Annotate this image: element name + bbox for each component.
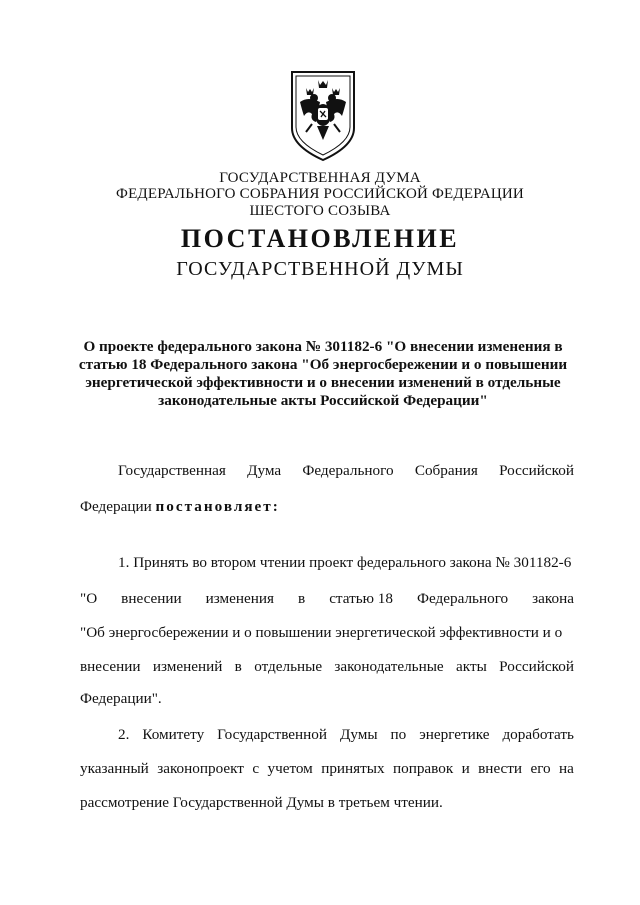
word: 2. — [118, 726, 130, 743]
word: Комитету — [142, 726, 205, 743]
header-line-assembly: ФЕДЕРАЛЬНОГО СОБРАНИЯ РОССИЙСКОЙ ФЕДЕРАЦИИ — [116, 186, 524, 202]
item1-line: 1. Принять во втором чтении проект федерального закона № 301182-6 — [118, 554, 572, 571]
resolves-word: постановляет: — [155, 498, 280, 515]
header-line-convocation: ШЕСТОГО СОЗЫВА — [249, 203, 391, 219]
subject-line: О проекте федерального закона № 301182-6 "О внесении изменения в — [83, 338, 563, 355]
word: на — [559, 760, 574, 777]
coat-of-arms-icon — [290, 70, 356, 162]
word: внесении — [80, 658, 141, 675]
item1-line — [80, 658, 574, 676]
word: доработать — [502, 726, 574, 743]
word: по — [390, 726, 407, 743]
header-line-duma: ГОСУДАРСТВЕННАЯ ДУМА — [219, 170, 421, 186]
resolution-subject — [70, 338, 576, 410]
word: энергетике — [419, 726, 490, 743]
item1-line: Федерации". — [80, 690, 162, 707]
item2-line — [80, 760, 574, 778]
word: указанный — [80, 760, 149, 777]
subject-line: статью 18 Федерального закона "Об энергосбережении и о повышении — [78, 356, 568, 373]
word: принятых — [321, 760, 385, 777]
page-subtitle: ГОСУДАРСТВЕННОЙ ДУМЫ — [176, 258, 464, 280]
word: Дума — [247, 462, 282, 479]
word: Федерации — [80, 498, 156, 515]
word: закона — [532, 590, 574, 607]
preamble-line — [118, 462, 574, 480]
word: Государственная — [118, 462, 226, 479]
word: поправок — [392, 760, 454, 777]
word: учетом — [267, 760, 313, 777]
word: Федерального — [302, 462, 394, 479]
item2-line: рассмотрение Государственной Думы в третьем чтении. — [80, 794, 443, 811]
word: "О — [80, 590, 98, 607]
preamble-line — [80, 498, 280, 516]
word: изменений — [152, 658, 223, 675]
word: его — [530, 760, 551, 777]
word: законодательные — [334, 658, 444, 675]
word: в — [298, 590, 306, 607]
word: акты — [456, 658, 487, 675]
word: Государственной — [217, 726, 327, 743]
word: статью 18 — [329, 590, 393, 607]
word: и — [461, 760, 470, 777]
word: отдельные — [254, 658, 323, 675]
word: изменения — [205, 590, 275, 607]
word: Собрания — [414, 462, 478, 479]
subject-line: законодательные акты Российской Федерации" — [158, 392, 488, 409]
word: законопроект — [157, 760, 244, 777]
item1-line — [80, 590, 574, 608]
word: Думы — [339, 726, 378, 743]
word: внесении — [121, 590, 182, 607]
page-title: ПОСТАНОВЛЕНИЕ — [180, 224, 460, 253]
word: внести — [478, 760, 523, 777]
item2-line — [118, 726, 574, 744]
subject-line: энергетической эффективности и о внесении изменений в отдельные — [85, 374, 561, 391]
word: с — [252, 760, 260, 777]
word: Российской — [499, 462, 574, 479]
word: Российской — [499, 658, 574, 675]
word: в — [234, 658, 242, 675]
word: Федерального — [417, 590, 509, 607]
item1-line: "Об энергосбережении и о повышении энергетической эффективности и о — [80, 624, 563, 641]
